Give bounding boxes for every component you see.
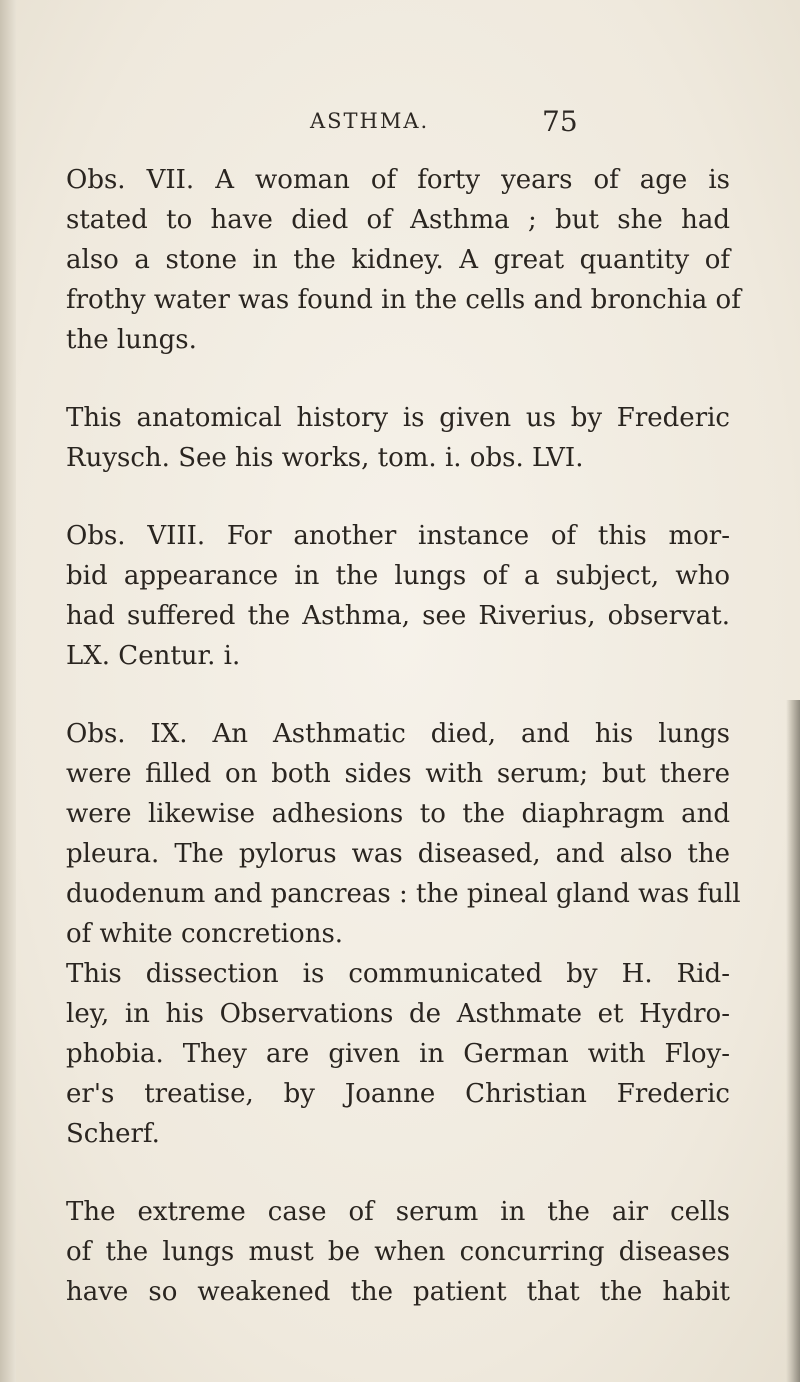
text-line: bid appearance in the lungs of a subject, who [66,561,730,591]
text-line: have so weakened the patient that the habit [66,1277,730,1307]
body-text [66,160,741,1312]
paragraph-obs-vii [66,160,741,360]
paragraph-ruysch [66,398,730,478]
text-line: of the lungs must be when concurring diseases [66,1237,730,1267]
paragraph-extreme-case [66,1192,730,1312]
page-header [0,105,800,145]
text-line: the lungs. [66,325,197,355]
text-line: ley, in his Observations de Asthmate et Hydro- [66,999,730,1029]
text-line: of white concretions. [66,919,344,949]
text-line: Scherf. [66,1119,160,1149]
text-line: also a stone in the kidney. A great quantity of [66,245,730,275]
text-line: Obs. IX. An Asthmatic died, and his lungs [66,719,730,749]
page-gutter [0,0,16,1382]
text-line: This dissection is communicated by H. Rid- [66,959,730,989]
text-line: stated to have died of Asthma ; but she had [66,205,730,235]
text-line: The extreme case of serum in the air cells [66,1197,730,1227]
text-line: pleura. The pylorus was diseased, and also the [66,839,730,869]
text-line: duodenum and pancreas : the pineal gland was full [66,879,741,909]
text-line: LX. Centur. i. [66,641,241,671]
text-line: Obs. VIII. For another instance of this mor- [66,521,730,551]
paragraph-obs-ix [66,714,741,954]
text-line: Obs. VII. A woman of forty years of age is [66,165,730,195]
paragraph-obs-viii [66,516,730,676]
text-line: er's treatise, by Joanne Christian Frederic [66,1079,730,1109]
running-head: ASTHMA. [310,109,430,133]
text-line: were filled on both sides with serum; but there [66,759,730,789]
paragraph-ridley [66,954,730,1154]
page-number: 75 [542,105,578,138]
text-line: Ruysch. See his works, tom. i. obs. LVI. [66,443,584,473]
text-line: were likewise adhesions to the diaphragm and [66,799,730,829]
text-line: had suffered the Asthma, see Riverius, observat. [66,601,730,631]
text-line: This anatomical history is given us by Frederic [66,403,730,433]
page-edge-shadow [786,700,800,1382]
text-line: phobia. They are given in German with Floy- [66,1039,730,1069]
text-line: frothy water was found in the cells and bronchia of [66,285,741,315]
